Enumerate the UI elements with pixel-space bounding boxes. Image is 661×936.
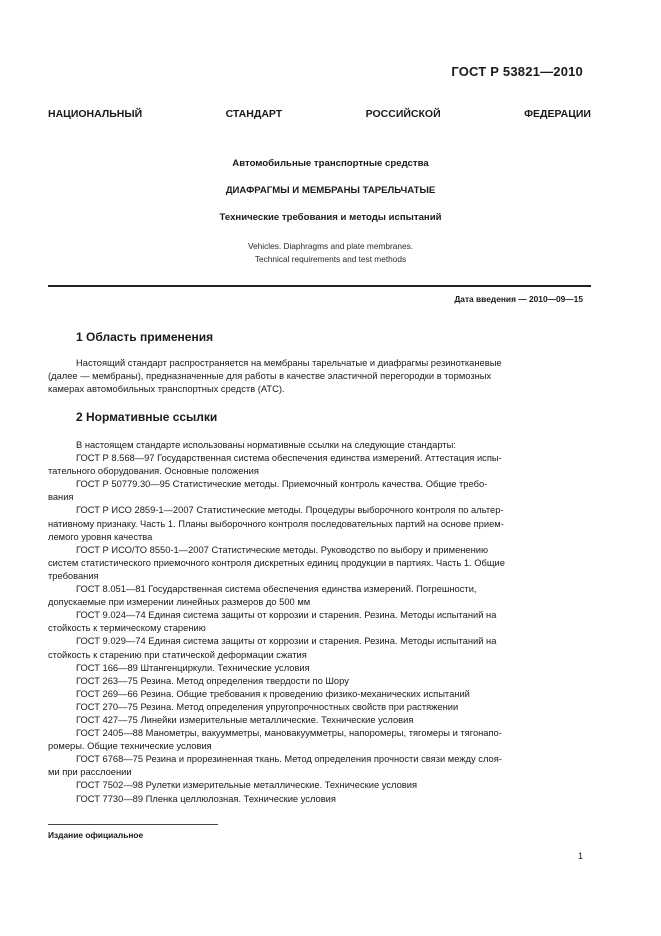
text-line: нативному признаку. Часть 1. Планы выборочного контроля последовательных партий на основе прием-: [48, 518, 504, 529]
text-line: ГОСТ 9.024—74 Единая система защиты от коррозии и старения. Резина. Методы испытаний на: [76, 610, 497, 621]
text-line: требования: [48, 570, 99, 581]
text-line: ГОСТ 9.029—74 Единая система защиты от коррозии и старения. Резина. Методы испытаний на: [76, 636, 497, 647]
text-line: ГОСТ 7502—98 Рулетки измерительные металлические. Технические условия: [76, 780, 418, 791]
text-line: ГОСТ Р 8.568—97 Государственная система обеспечения единства измерений. Аттестация испы-: [76, 453, 502, 464]
text-line: систем статистического приемочного контроля дискретных единиц продукции в партиях. Часть 1. Общие: [48, 557, 505, 568]
text-line: ГОСТ 8.051—81 Государственная система обеспечения единства измерений. Погрешности,: [76, 584, 477, 595]
footer-divider: [48, 824, 218, 825]
text-line: ГОСТ 270—75 Резина. Метод определения упругопрочностных свойств при растяжении: [76, 701, 459, 712]
english-title-line: Vehicles. Diaphragms and plate membranes.: [247, 241, 414, 251]
page-number: 1: [577, 851, 583, 861]
document-code: ГОСТ Р 53821—2010: [451, 64, 583, 79]
text-line: ГОСТ 7730—89 Пленка целлюлозная. Технические условия: [76, 793, 336, 804]
section-1-body: [48, 357, 579, 396]
text-line: ГОСТ 6768—75 Резина и прорезиненная ткань. Метод определения прочности связи между слоя-: [76, 754, 502, 765]
text-line: (далее — мембраны), предназначенные для работы в качестве эластичной перегородки в тормозных: [48, 371, 492, 382]
text-line: тательного оборудования. Основные положения: [48, 466, 259, 477]
text-line: ромеры. Общие технические условия: [48, 741, 212, 752]
subtitle: Технические требования и методы испытаний: [219, 212, 442, 223]
text-line: ГОСТ 2405—88 Манометры, вакуумметры, мановакуумметры, напоромеры, тягомеры и тягонапо-: [76, 728, 502, 739]
text-line: ГОСТ Р 50779.30—95 Статистические методы. Приемочный контроль качества. Общие требо-: [76, 479, 488, 490]
text-line: лемого уровня качества: [48, 531, 153, 542]
section-1-heading: 1 Область применения: [76, 330, 214, 344]
text-line: ГОСТ 269—66 Резина. Общие требования к проведению физико-механических испытаний: [76, 688, 470, 699]
text-line: вания: [48, 492, 74, 503]
text-line: допускаемые при измерении линейных размеров до 500 мм: [48, 597, 311, 608]
effective-date: Дата введения — 2010—09—15: [454, 294, 583, 304]
banner-word: ФЕДЕРАЦИИ: [524, 108, 591, 120]
banner-word: НАЦИОНАЛЬНЫЙ: [48, 108, 143, 120]
english-title: [60, 240, 601, 266]
standard-banner: [48, 108, 591, 120]
text-line: ГОСТ 166—89 Штангенциркули. Технические условия: [76, 662, 310, 673]
header-divider: [48, 285, 591, 287]
text-line: Настоящий стандарт распространяется на мембраны тарельчатые и диафрагмы резинотканевые: [76, 358, 502, 368]
text-line: стойкость к старению при статической деформации сжатия: [48, 649, 307, 660]
banner-word: СТАНДАРТ: [225, 108, 283, 120]
section-2-heading: 2 Нормативные ссылки: [76, 410, 218, 424]
category-title: Автомобильные транспортные средства: [232, 158, 429, 169]
text-line: В настоящем стандарте использованы нормативные ссылки на следующие стандарты:: [76, 440, 456, 450]
text-line: ГОСТ Р ИСО 2859-1—2007 Статистические методы. Процедуры выборочного контроля по альтер-: [76, 505, 504, 516]
text-line: камерах автомобильных транспортных средств (АТС).: [48, 384, 285, 395]
main-title: ДИАФРАГМЫ И МЕМБРАНЫ ТАРЕЛЬЧАТЫЕ: [225, 185, 436, 196]
text-line: стойкость к термическому старению: [48, 623, 206, 634]
section-2-body: [48, 439, 579, 806]
english-title-line: Technical requirements and test methods: [254, 254, 407, 264]
official-edition-label: Издание официальное: [48, 830, 144, 840]
text-line: ми при расслоении: [48, 767, 132, 778]
banner-word: РОССИЙСКОЙ: [365, 108, 441, 120]
text-line: ГОСТ 427—75 Линейки измерительные металлические. Технические условия: [76, 714, 414, 725]
text-line: ГОСТ 263—75 Резина. Метод определения твердости по Шору: [76, 675, 349, 686]
text-line: ГОСТ Р ИСО/ТО 8550-1—2007 Статистические методы. Руководство по выбору и применению: [76, 544, 489, 555]
